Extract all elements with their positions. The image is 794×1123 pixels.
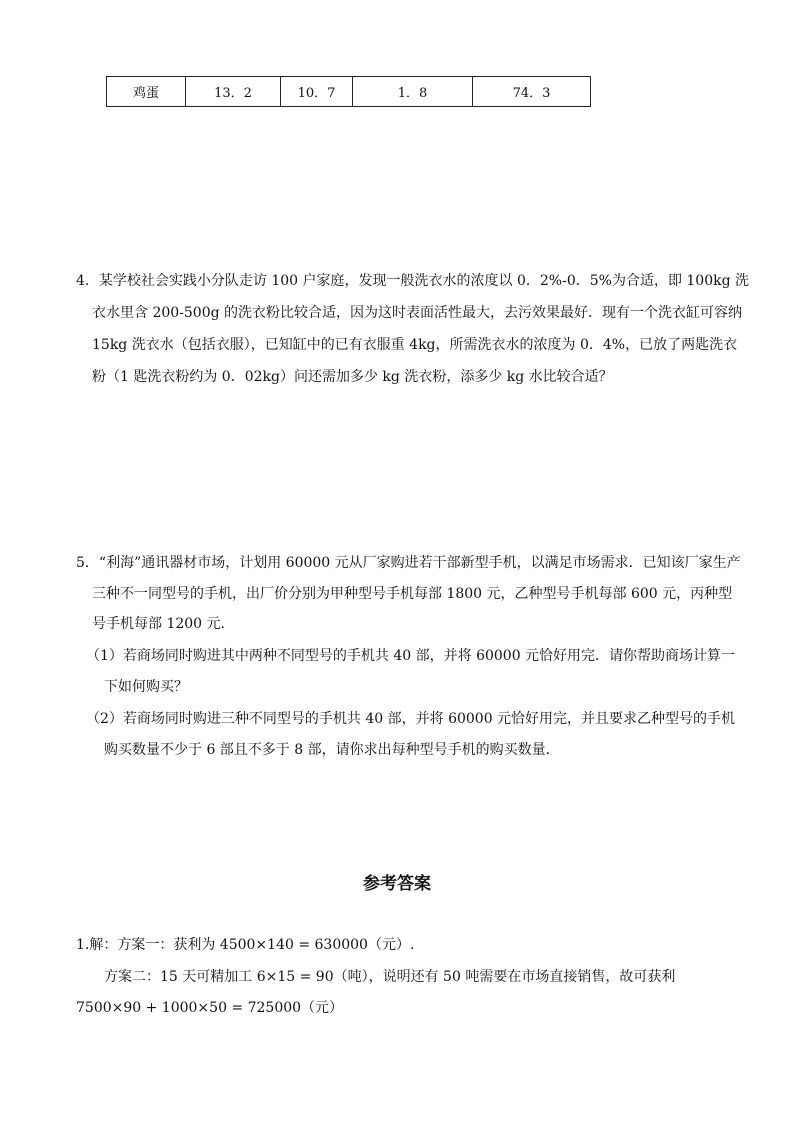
question-4-line: 粉（1 匙洗衣粉约为 0．02kg）问还需加多少 kg 洗衣粉，添多少 kg 水比较合适？ bbox=[92, 369, 613, 385]
table-cell: 74．3 bbox=[473, 77, 591, 107]
question-5-subquestion-1: （1）若商场同时购进其中两种不同型号的手机共 40 部，并将 60000 元恰好用完．请你帮助商场计算一 bbox=[86, 648, 736, 664]
table-row bbox=[107, 77, 591, 107]
question-4-line: 15kg 洗衣水（包括衣服），已知缸中的已有衣服重 4kg，所需洗衣水的浓度为 0．4%，已放了两匙洗衣 bbox=[92, 337, 738, 353]
table-cell: 1．8 bbox=[353, 77, 473, 107]
nutrition-table bbox=[106, 76, 591, 107]
question-5-line: 三种不一同型号的手机，出厂价分别为甲种型号手机每部 1800 元，乙种型号手机每部 600 元，丙种型 bbox=[92, 586, 733, 602]
answer-line: 1.解：方案一：获利为 4500×140 = 630000（元）. bbox=[76, 937, 415, 953]
question-4-line: 4．某学校社会实践小分队走访 100 户家庭，发现一般洗衣水的浓度以 0．2%-0．5%为合适，即 100kg 洗 bbox=[76, 273, 750, 289]
answer-line: 7500×90 + 1000×50 = 725000（元） bbox=[76, 1000, 344, 1016]
question-5-line: 号手机每部 1200 元． bbox=[92, 616, 235, 632]
question-4-line: 衣水里含 200-500g 的洗衣粉比较合适，因为这时表面活性最大，去污效果最好．现有一个洗衣缸可容纳 bbox=[92, 305, 743, 321]
question-5-line: 5．“利海”通讯器材市场，计划用 60000 元从厂家购进若干部新型手机，以满足市场需求．已知该厂家生产 bbox=[76, 555, 741, 571]
question-5-line: 下如何购买？ bbox=[104, 679, 188, 695]
answers-heading: 参考答案 bbox=[363, 874, 431, 894]
question-5-subquestion-2: （2）若商场同时购进三种不同型号的手机共 40 部，并将 60000 元恰好用完，并且要求乙种型号的手机 bbox=[86, 711, 736, 727]
table-cell: 鸡蛋 bbox=[107, 77, 186, 107]
table-cell: 10．7 bbox=[281, 77, 353, 107]
answer-line: 方案二：15 天可精加工 6×15 = 90（吨），说明还有 50 吨需要在市场直接销售，故可获利 bbox=[104, 969, 676, 985]
table-cell: 13．2 bbox=[186, 77, 281, 107]
question-5-line: 购买数量不少于 6 部且不多于 8 部，请你求出每种型号手机的购买数量． bbox=[104, 742, 560, 758]
